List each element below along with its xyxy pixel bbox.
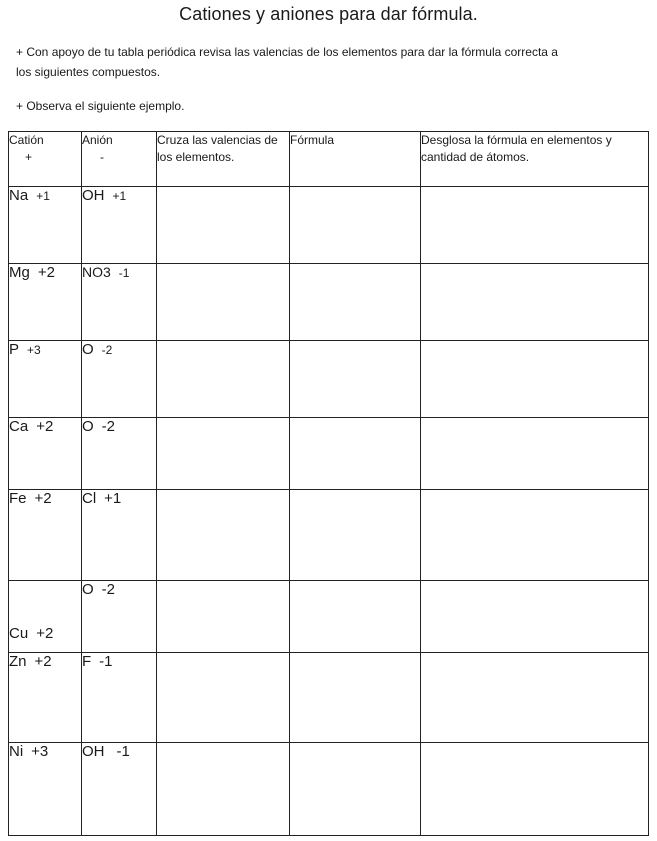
- cross-valences-cell[interactable]: [157, 264, 290, 341]
- breakdown-cell[interactable]: [421, 653, 649, 743]
- anion-cell: [82, 743, 157, 836]
- page-title: Cationes y aniones para dar fórmula.: [179, 4, 478, 24]
- worksheet-table: [8, 131, 649, 836]
- breakdown-cell[interactable]: [421, 418, 649, 490]
- formula-cell[interactable]: [290, 581, 421, 653]
- anion-symbol: O: [82, 418, 94, 435]
- cation-symbol: Ca: [9, 418, 29, 435]
- cation-cell: [9, 581, 82, 653]
- header-formula: Fórmula: [290, 132, 421, 187]
- anion-charge: +1: [112, 189, 127, 203]
- anion-symbol: Cl: [82, 490, 97, 507]
- anion-symbol: OH: [82, 743, 105, 760]
- formula-cell[interactable]: [290, 743, 421, 836]
- anion-charge: -2: [101, 343, 113, 357]
- cation-cell: [9, 264, 82, 341]
- cation-symbol: Na: [9, 187, 29, 204]
- cross-valences-cell[interactable]: [157, 187, 290, 264]
- cation-charge: +2: [36, 625, 54, 642]
- header-cation-sign: +: [25, 150, 33, 164]
- anion-charge: -2: [101, 581, 116, 598]
- header-cross-valences: Cruza las valencias de los elementos.: [157, 132, 290, 187]
- cation-cell: [9, 341, 82, 418]
- table-header-row: [9, 132, 649, 187]
- formula-cell[interactable]: [290, 490, 421, 581]
- header-cation-label: Catión: [9, 133, 44, 147]
- cation-charge: +2: [34, 490, 52, 507]
- cation-cell: [9, 743, 82, 836]
- cation-charge: +2: [36, 418, 54, 435]
- cross-valences-cell[interactable]: [157, 743, 290, 836]
- breakdown-cell[interactable]: [421, 743, 649, 836]
- cation-symbol: Zn: [9, 653, 27, 670]
- cross-valences-cell[interactable]: [157, 581, 290, 653]
- instruction-text: + Con apoyo de tu tabla periódica revisa las valencias de los elementos para dar la fórmula correcta a los siguientes compuestos.: [16, 45, 558, 79]
- anion-cell: [82, 187, 157, 264]
- anion-symbol: O: [82, 581, 94, 598]
- table-row: [9, 418, 649, 490]
- anion-cell: [82, 418, 157, 490]
- cation-cell: [9, 490, 82, 581]
- breakdown-cell[interactable]: [421, 264, 649, 341]
- header-anion-label: Anión: [82, 133, 113, 147]
- header-cation: [9, 132, 82, 187]
- cation-symbol: P: [9, 341, 20, 358]
- formula-cell[interactable]: [290, 418, 421, 490]
- cation-charge: +3: [31, 743, 49, 760]
- anion-symbol: O: [82, 341, 94, 358]
- cation-charge: +3: [27, 343, 41, 357]
- cation-cell: [9, 653, 82, 743]
- anion-charge: -1: [99, 653, 113, 670]
- anion-cell: [82, 341, 157, 418]
- table-row: [9, 581, 649, 653]
- anion-cell: [82, 264, 157, 341]
- table-row: [9, 187, 649, 264]
- cation-charge: +2: [37, 264, 55, 281]
- anion-charge: +1: [104, 490, 122, 507]
- anion-cell: [82, 653, 157, 743]
- cross-valences-cell[interactable]: [157, 653, 290, 743]
- formula-cell[interactable]: [290, 653, 421, 743]
- header-anion-sign: -: [100, 150, 104, 164]
- formula-cell[interactable]: [290, 341, 421, 418]
- table-row: [9, 264, 649, 341]
- formula-cell[interactable]: [290, 187, 421, 264]
- cross-valences-cell[interactable]: [157, 418, 290, 490]
- breakdown-cell[interactable]: [421, 581, 649, 653]
- cation-cell: [9, 187, 82, 264]
- table-row: [9, 490, 649, 581]
- anion-symbol: NO3: [82, 264, 111, 280]
- cation-charge: +1: [36, 189, 50, 203]
- header-anion: [82, 132, 157, 187]
- formula-cell[interactable]: [290, 264, 421, 341]
- table-row: [9, 653, 649, 743]
- cation-symbol: Cu: [9, 625, 29, 642]
- anion-charge: -1: [118, 266, 130, 280]
- cation-charge: +2: [34, 653, 52, 670]
- cross-valences-cell[interactable]: [157, 490, 290, 581]
- anion-cell: [82, 490, 157, 581]
- cation-symbol: Fe: [9, 490, 27, 507]
- breakdown-cell[interactable]: [421, 341, 649, 418]
- anion-charge: -2: [101, 418, 116, 435]
- cation-symbol: Mg: [9, 264, 30, 281]
- breakdown-cell[interactable]: [421, 187, 649, 264]
- anion-cell: [82, 581, 157, 653]
- cation-symbol: Ni: [9, 743, 24, 760]
- table-row: [9, 743, 649, 836]
- anion-symbol: F: [82, 653, 92, 670]
- table-row: [9, 341, 649, 418]
- cross-valences-cell[interactable]: [157, 341, 290, 418]
- header-breakdown: Desglosa la fórmula en elementos y cantidad de átomos.: [421, 132, 649, 187]
- anion-charge: -1: [116, 743, 130, 760]
- cation-cell: [9, 418, 82, 490]
- example-instruction-text: + Observa el siguiente ejemplo.: [16, 99, 185, 113]
- breakdown-cell[interactable]: [421, 490, 649, 581]
- anion-symbol: OH: [82, 187, 105, 204]
